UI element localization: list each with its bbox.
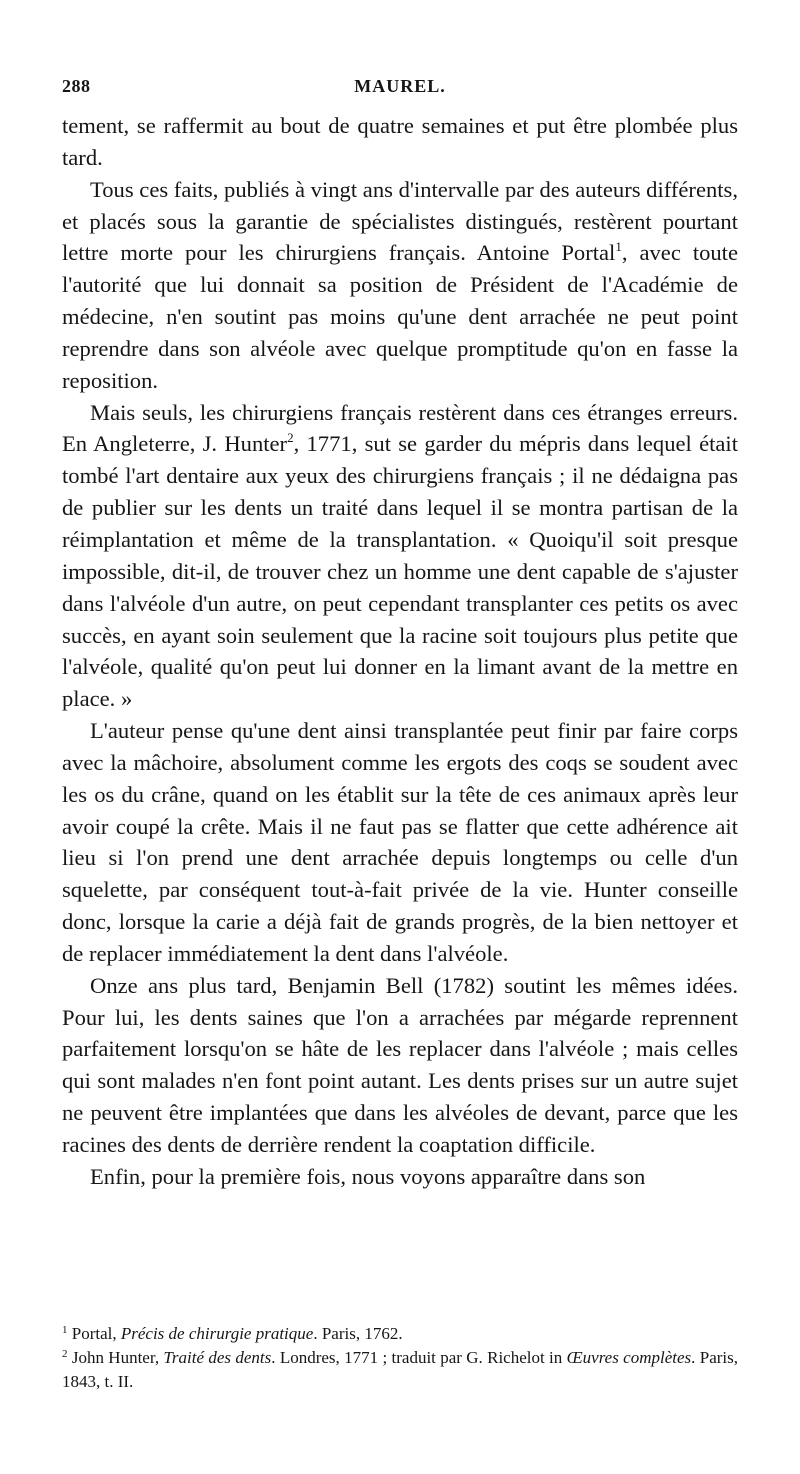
- paragraph-6: Enfin, pour la première fois, nous voyons apparaître dans son: [90, 1163, 646, 1189]
- page-header: [62, 76, 738, 102]
- footnote-1-author: Portal,: [71, 1324, 121, 1343]
- paragraph-3-text-cont: , 1771, sut se garder du mépris dans lequel était tombé l'art dentaire aux yeux des chirurgiens français ; il ne dédaigna pas de publier sur les dents un traité dans lequel il se montra partisan de la réimplantation et même de la transplantation. « Quoiqu'il soit presque impossible, dit-il, de trouver chez un homme une dent capable de s'ajuster dans l'alvéole d'un autre, on peut cependant transplanter ces petits os avec succès, en ayant soin seulement que la racine soit toujours plus petite que l'alvéole, qualité qu'on peut lui donner en la limant avant de la mettre en place. »: [62, 431, 738, 712]
- footnote-2-title: Traité des dents: [163, 1348, 272, 1367]
- paragraph-3-text: Mais seuls, les chirurgiens français restèrent dans ces étranges erreurs. En Angleterre, J. Hunter: [62, 399, 738, 457]
- footnote-1-details: . Paris, 1762.: [313, 1324, 403, 1343]
- footnote-2-details-2: . Paris, 1843, t. II.: [62, 1348, 738, 1391]
- paragraph-3: [62, 397, 738, 715]
- footnote-2-details: . Londres, 1771 ; traduit par G. Richelot in: [271, 1348, 567, 1367]
- footnote-1-title: Précis de chirurgie pratique: [120, 1324, 314, 1343]
- paragraph-5: Onze ans plus tard, Benjamin Bell (1782) soutint les mêmes idées. Pour lui, les dents saines que l'on a arrachées par mégarde reprennent parfaitement lorsqu'on se hâte de les replacer dans l'alvéole ; mais celles qui sont malades n'en font point autant. Les dents prises sur un autre sujet ne peuvent être implantées que dans les alvéoles de devant, parce que les racines des dents de derrière rendent la coaptation difficile.: [62, 972, 738, 1157]
- paragraph-4: L'auteur pense qu'une dent ainsi transplantée peut finir par faire corps avec la mâchoire, absolument comme les ergots des coqs se soudent avec les os du crâne, quand on les établit sur la tête de ces animaux après leur avoir coupé la crête. Mais il ne faut pas se flatter que cette adhérence ait lieu si l'on prend une dent arrachée depuis longtemps ou celle d'un squelette, par conséquent tout-à-fait privée de la vie. Hunter conseille donc, lorsque la carie a déjà fait de grands progrès, de la bien nettoyer et de replacer immédiatement la dent dans l'alvéole.: [62, 718, 738, 966]
- paragraph-2: [62, 174, 738, 397]
- page-number: 288: [62, 76, 91, 96]
- paragraph-2-text-cont: , avec toute l'autorité que lui donnait sa position de Président de l'Académie de médecine, n'en soutint pas moins qu'une dent arrachée ne peut point reprendre dans son alvéole avec quelque promptitude qu'on en fasse la reposition.: [62, 240, 738, 393]
- footnote-ref-1: 1: [615, 239, 622, 255]
- footnotes: [62, 1322, 738, 1394]
- footnote-2-title-2: Œuvres complètes: [566, 1348, 692, 1367]
- paragraph-2-name: Antoine Portal: [476, 240, 616, 266]
- footnote-2-number: 2: [62, 1348, 68, 1360]
- footnote-2: [62, 1346, 738, 1394]
- running-title: MAUREL.: [354, 76, 446, 96]
- footnote-1: [62, 1322, 738, 1346]
- paragraph-1: tement, se raffermit au bout de quatre semaines et put être plombée plus tard.: [62, 113, 738, 170]
- footnote-ref-2: 2: [287, 430, 294, 446]
- body-text: [62, 110, 738, 1193]
- footnote-2-author: John Hunter,: [71, 1348, 164, 1367]
- footnote-1-number: 1: [62, 1324, 68, 1336]
- paragraph-2-text: Tous ces faits, publiés à vingt ans d'intervalle par des auteurs différents, et placés sous la garantie de spécialistes distingués, restèrent pourtant lettre morte pour les chirurgiens français.: [62, 176, 738, 266]
